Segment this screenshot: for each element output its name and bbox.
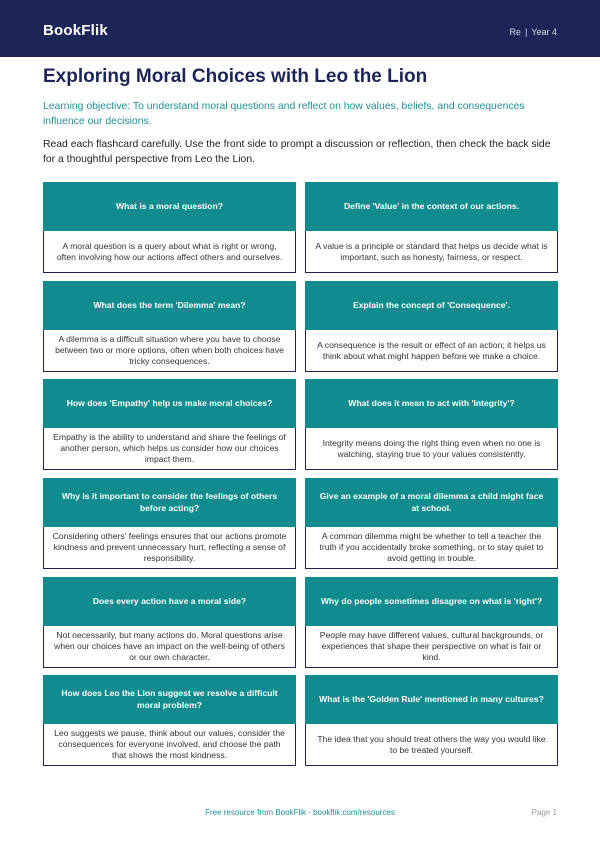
year-label: Year 4	[531, 27, 557, 37]
flashcard-answer: A consequence is the result or effect of an action; it helps us think about what might happen before we make a choice.	[317, 339, 546, 361]
flashcard-front	[305, 675, 558, 724]
flashcard-front	[43, 577, 296, 626]
flashcard-back	[43, 527, 296, 569]
flashcard-question: How does 'Empathy' help us make moral choices?	[66, 397, 273, 408]
page-title: Exploring Moral Choices with Leo the Lion	[43, 66, 428, 87]
flashcard-question: Does every action have a moral side?	[92, 595, 247, 606]
flashcard-answer: A moral question is a query about what is right or wrong, often involving how our actions affect others and ourselves.	[56, 240, 283, 262]
flashcard-front	[305, 281, 558, 330]
flashcard-answer: Empathy is the ability to understand and share the feelings of another person, which helps us consider how our choices impact them.	[53, 432, 286, 464]
page-number: Page 1	[531, 808, 557, 817]
flashcard-question: Why is it important to consider the feelings of others before acting?	[61, 491, 278, 513]
flashcard[interactable]	[43, 675, 296, 766]
brand-logo-text[interactable]: BookFlik	[43, 22, 108, 39]
flashcard-question: Explain the concept of 'Consequence'.	[353, 299, 510, 310]
flashcard-front	[43, 281, 296, 330]
flashcard-answer: A common dilemma might be whether to tell a teacher the truth if you accidentally broke something, or to stay quiet to avoid getting in trouble.	[319, 531, 544, 563]
flashcard-back	[305, 527, 558, 569]
flashcard[interactable]	[305, 182, 558, 273]
flashcard[interactable]	[305, 675, 558, 766]
flashcard-front	[305, 478, 558, 527]
flashcard-question: What does the term 'Dilemma' mean?	[93, 299, 246, 310]
flashcard-front	[43, 478, 296, 527]
flashcard[interactable]	[43, 281, 296, 372]
flashcard-back	[305, 330, 558, 372]
flashcard-grid	[43, 182, 558, 768]
learning-objective: Learning objective: To understand moral questions and reflect on how values, beliefs, and consequences influence our decisions.	[43, 101, 525, 127]
flashcard-question: Give an example of a moral dilemma a child might face at school.	[319, 491, 544, 513]
flashcard-back	[43, 231, 296, 273]
flashcard-front	[43, 182, 296, 231]
flashcard-back	[43, 626, 296, 668]
flashcard-front	[43, 675, 296, 724]
flashcard-front	[43, 379, 296, 428]
flashcard-question: How does Leo the Lion suggest we resolve a difficult moral problem?	[61, 688, 278, 710]
flashcard[interactable]	[305, 379, 558, 470]
flashcard-answer: A dilemma is a difficult situation where you have to choose between two or more options, often when both choices have tricky consequences.	[55, 334, 284, 366]
flashcard-answer: A value is a principle or standard that helps us decide what is important, such as honesty, fairness, or respect.	[315, 240, 548, 262]
flashcard-answer: Leo suggests we pause, think about our values, consider the consequences for everyone involved, and choose the path that shows the most kindness.	[54, 728, 285, 760]
header-meta	[509, 27, 557, 37]
flashcard-back	[305, 724, 558, 766]
flashcard[interactable]	[305, 577, 558, 668]
flashcard-back	[43, 428, 296, 470]
flashcard-question: What is a moral question?	[116, 200, 223, 211]
flashcard-question: Why do people sometimes disagree on what is 'right'?	[320, 595, 543, 606]
flashcard-answer: The idea that you should treat others the way you would like to be treated yourself.	[317, 733, 546, 755]
flashcard-answer: People may have different values, cultural backgrounds, or experiences that shape their perspective on what is fair or kind.	[319, 630, 544, 662]
flashcard[interactable]	[305, 281, 558, 372]
flashcard-back	[305, 231, 558, 273]
flashcard-front	[305, 182, 558, 231]
flashcard-back	[43, 724, 296, 766]
flashcard-answer: Considering others' feelings ensures that our actions promote kindness and prevent unnecessary hurt, reflecting a sense of responsibility.	[52, 531, 287, 563]
footer-resource-link[interactable]: Free resource from BookFlik · bookflik.com/resources	[205, 808, 395, 817]
top-banner	[0, 0, 600, 57]
flashcard[interactable]	[43, 182, 296, 273]
flashcard[interactable]	[305, 478, 558, 569]
flashcard-back	[43, 330, 296, 372]
intro-instructions: Read each flashcard carefully. Use the front side to prompt a discussion or reflection, then check the back side for a thoughtful perspective from Leo the Lion.	[43, 139, 551, 165]
flashcard-front	[305, 379, 558, 428]
flashcard-back	[305, 428, 558, 470]
flashcard[interactable]	[43, 379, 296, 470]
flashcard-question: What is the 'Golden Rule' mentioned in many cultures?	[319, 693, 544, 704]
flashcard-front	[305, 577, 558, 626]
subject-label: Re	[509, 27, 521, 37]
meta-separator: |	[524, 27, 528, 37]
flashcard-back	[305, 626, 558, 668]
flashcard[interactable]	[43, 478, 296, 569]
flashcard[interactable]	[43, 577, 296, 668]
flashcard-question: What does it mean to act with 'Integrity'?	[348, 397, 515, 408]
flashcard-answer: Integrity means doing the right thing even when no one is watching, staying true to your values consistently.	[322, 437, 541, 459]
flashcard-question: Define 'Value' in the context of our actions.	[343, 200, 520, 211]
flashcard-answer: Not necessarily, but many actions do. Moral questions arise when our choices have an impact on the well-being of others or our own character.	[54, 630, 285, 662]
